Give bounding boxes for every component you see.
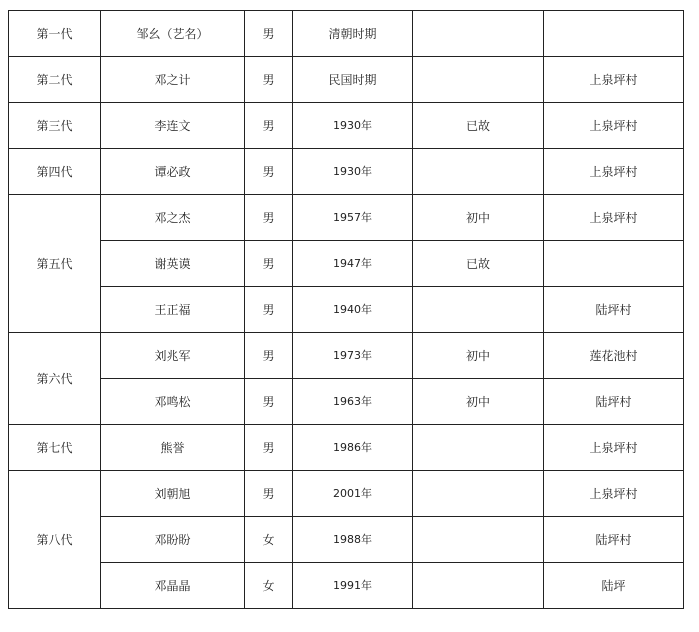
generation-cell: 第二代 bbox=[9, 57, 101, 103]
generation-cell: 第六代 bbox=[9, 333, 101, 425]
generation-cell: 第一代 bbox=[9, 11, 101, 57]
table-row bbox=[9, 195, 684, 241]
gender-cell: 男 bbox=[245, 333, 293, 379]
period-cell: 1930年 bbox=[293, 103, 413, 149]
name-cell: 刘朝旭 bbox=[101, 471, 245, 517]
gender-cell: 女 bbox=[245, 563, 293, 609]
period-cell: 1930年 bbox=[293, 149, 413, 195]
table-row bbox=[9, 103, 684, 149]
gender-cell: 男 bbox=[245, 11, 293, 57]
period-cell: 1991年 bbox=[293, 563, 413, 609]
name-cell: 邓盼盼 bbox=[101, 517, 245, 563]
name-cell: 邓鸣松 bbox=[101, 379, 245, 425]
gender-cell: 男 bbox=[245, 471, 293, 517]
village-cell: 陆坪村 bbox=[544, 287, 684, 333]
name-cell: 邓晶晶 bbox=[101, 563, 245, 609]
education-cell bbox=[413, 11, 544, 57]
generation-cell: 第七代 bbox=[9, 425, 101, 471]
gender-cell: 男 bbox=[245, 379, 293, 425]
table-row bbox=[9, 379, 684, 425]
period-cell: 2001年 bbox=[293, 471, 413, 517]
table-row bbox=[9, 149, 684, 195]
period-cell: 1940年 bbox=[293, 287, 413, 333]
gender-cell: 男 bbox=[245, 57, 293, 103]
name-cell: 邓之杰 bbox=[101, 195, 245, 241]
education-cell bbox=[413, 287, 544, 333]
village-cell bbox=[544, 241, 684, 287]
education-cell: 已故 bbox=[413, 241, 544, 287]
education-cell bbox=[413, 425, 544, 471]
name-cell: 熊誉 bbox=[101, 425, 245, 471]
village-cell: 上泉坪村 bbox=[544, 195, 684, 241]
village-cell: 上泉坪村 bbox=[544, 103, 684, 149]
period-cell: 清朝时期 bbox=[293, 11, 413, 57]
lineage-table bbox=[8, 10, 684, 609]
table-row bbox=[9, 471, 684, 517]
name-cell: 邹幺（艺名） bbox=[101, 11, 245, 57]
period-cell: 1973年 bbox=[293, 333, 413, 379]
name-cell: 谭必政 bbox=[101, 149, 245, 195]
period-cell: 民国时期 bbox=[293, 57, 413, 103]
education-cell bbox=[413, 57, 544, 103]
generation-cell: 第五代 bbox=[9, 195, 101, 333]
name-cell: 谢英谟 bbox=[101, 241, 245, 287]
table-row bbox=[9, 517, 684, 563]
village-cell: 陆坪村 bbox=[544, 379, 684, 425]
education-cell bbox=[413, 149, 544, 195]
generation-cell: 第四代 bbox=[9, 149, 101, 195]
village-cell bbox=[544, 11, 684, 57]
table-row bbox=[9, 563, 684, 609]
period-cell: 1986年 bbox=[293, 425, 413, 471]
table-row bbox=[9, 333, 684, 379]
village-cell: 上泉坪村 bbox=[544, 57, 684, 103]
education-cell: 初中 bbox=[413, 195, 544, 241]
village-cell: 上泉坪村 bbox=[544, 471, 684, 517]
village-cell: 上泉坪村 bbox=[544, 149, 684, 195]
name-cell: 邓之计 bbox=[101, 57, 245, 103]
gender-cell: 男 bbox=[245, 103, 293, 149]
gender-cell: 男 bbox=[245, 425, 293, 471]
education-cell bbox=[413, 563, 544, 609]
village-cell: 陆坪村 bbox=[544, 517, 684, 563]
education-cell bbox=[413, 471, 544, 517]
period-cell: 1947年 bbox=[293, 241, 413, 287]
village-cell: 莲花池村 bbox=[544, 333, 684, 379]
education-cell: 已故 bbox=[413, 103, 544, 149]
education-cell: 初中 bbox=[413, 333, 544, 379]
generation-cell: 第八代 bbox=[9, 471, 101, 609]
gender-cell: 男 bbox=[245, 149, 293, 195]
gender-cell: 男 bbox=[245, 195, 293, 241]
name-cell: 王正福 bbox=[101, 287, 245, 333]
education-cell bbox=[413, 517, 544, 563]
generation-cell: 第三代 bbox=[9, 103, 101, 149]
gender-cell: 男 bbox=[245, 241, 293, 287]
table-row bbox=[9, 11, 684, 57]
period-cell: 1988年 bbox=[293, 517, 413, 563]
name-cell: 李连文 bbox=[101, 103, 245, 149]
table-row bbox=[9, 57, 684, 103]
table-row bbox=[9, 241, 684, 287]
table-row bbox=[9, 425, 684, 471]
table-row bbox=[9, 287, 684, 333]
lineage-table-container bbox=[8, 10, 684, 609]
village-cell: 上泉坪村 bbox=[544, 425, 684, 471]
education-cell: 初中 bbox=[413, 379, 544, 425]
period-cell: 1957年 bbox=[293, 195, 413, 241]
gender-cell: 男 bbox=[245, 287, 293, 333]
gender-cell: 女 bbox=[245, 517, 293, 563]
village-cell: 陆坪 bbox=[544, 563, 684, 609]
name-cell: 刘兆军 bbox=[101, 333, 245, 379]
period-cell: 1963年 bbox=[293, 379, 413, 425]
